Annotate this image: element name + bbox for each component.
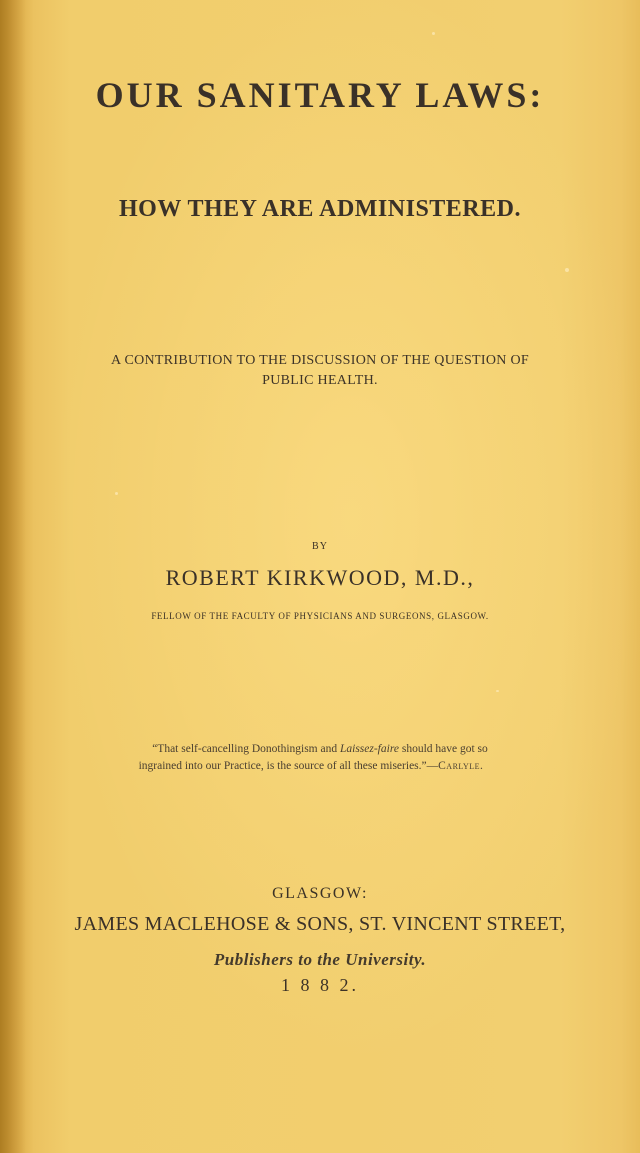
paper-speck (432, 32, 435, 35)
paper-speck (496, 690, 499, 692)
imprint-publisher-role: Publishers to the University. (213, 950, 427, 969)
book-subtitle: HOW THEY ARE ADMINISTERED. (119, 196, 521, 222)
epigraph (0, 741, 640, 775)
author-affiliation: FELLOW OF THE FACULTY OF PHYSICIANS AND SURGEONS, GLASGOW. (151, 611, 489, 621)
contribution-line-1: A CONTRIBUTION TO THE DISCUSSION OF THE QUESTION OF (111, 353, 529, 368)
epigraph-line-1 (152, 743, 488, 755)
paper-speck (115, 492, 118, 495)
epigraph-line-2 (0, 758, 640, 775)
imprint-year: 1 8 8 2. (281, 975, 359, 995)
paper-speck (565, 268, 569, 272)
imprint-city: GLASGOW: (272, 885, 368, 902)
book-title: OUR SANITARY LAWS: (95, 75, 545, 115)
by-label: BY (312, 541, 328, 552)
epigraph-text-end: should have got so (398, 743, 488, 755)
contribution-line-2: PUBLIC HEALTH. (262, 373, 378, 388)
epigraph-line-2-text: ingrained into our Practice, is the source of all these miseries.”— (138, 760, 439, 772)
epigraph-text-start: “That self-cancelling Donothingism and (152, 743, 340, 755)
epigraph-attribution: Carlyle. (438, 760, 484, 772)
author-name: ROBERT KIRKWOOD, M.D., (165, 565, 475, 590)
contribution-statement (0, 351, 640, 391)
epigraph-emphasis: Laissez-faire (339, 743, 399, 755)
imprint-publisher: JAMES MACLEHOSE & SONS, ST. VINCENT STREET, (74, 913, 566, 935)
